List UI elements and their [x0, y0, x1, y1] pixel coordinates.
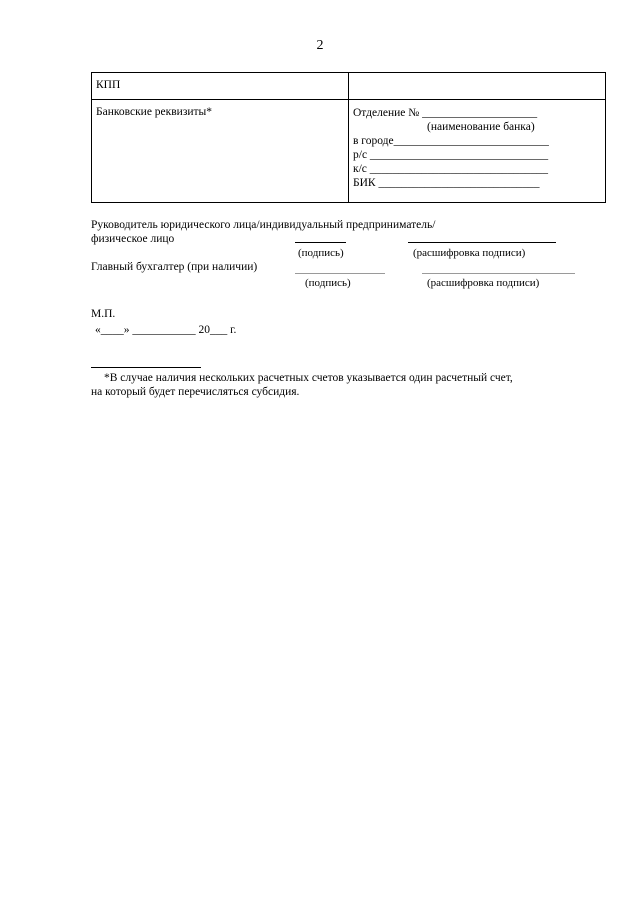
- page-number: 2: [316, 38, 324, 53]
- date-line: «____» ___________ 20___ г.: [95, 324, 237, 336]
- chief-accountant-label: Главный бухгалтер (при наличии): [91, 261, 258, 273]
- footnote-line2: на который будет перечисляться субсидия.: [91, 386, 300, 398]
- signature-underline-1: [295, 242, 346, 243]
- decoding-underline-1: [408, 242, 556, 243]
- kpp-value: [349, 73, 606, 100]
- decoding-caption-1: (расшифровка подписи): [413, 247, 526, 259]
- kpp-label: КПП: [92, 73, 349, 100]
- bik-line: БИК ____________________________: [353, 177, 540, 189]
- settlement-account-line: р/с _______________________________: [353, 149, 549, 161]
- head-title-line1: Руководитель юридического лица/индивидуальный предприниматель/: [91, 219, 436, 231]
- decoding-caption-2: (расшифровка подписи): [427, 277, 540, 289]
- table-row: [92, 100, 606, 203]
- footnote-line1: *В случае наличия нескольких расчетных счетов указывается один расчетный счет,: [104, 372, 513, 384]
- table-row: [92, 73, 606, 100]
- decoding-underline-2: [422, 273, 575, 274]
- head-title-line2: физическое лицо: [91, 233, 175, 245]
- bank-name-caption: (наименование банка): [427, 121, 535, 133]
- stamp-label: М.П.: [91, 308, 116, 320]
- signature-caption-2: (подпись): [305, 277, 351, 289]
- signature-caption-1: (подпись): [298, 247, 344, 259]
- footnote-separator: [91, 367, 201, 368]
- correspondent-account-line: к/с _______________________________: [353, 163, 549, 175]
- bank-details-label: Банковские реквизиты*: [92, 100, 349, 203]
- city-line: в городе___________________________: [353, 135, 549, 147]
- bank-branch-line: Отделение № ____________________: [353, 107, 538, 119]
- bank-details-cell: [349, 100, 606, 203]
- signature-underline-2: [295, 273, 385, 274]
- requisites-table: [91, 72, 606, 203]
